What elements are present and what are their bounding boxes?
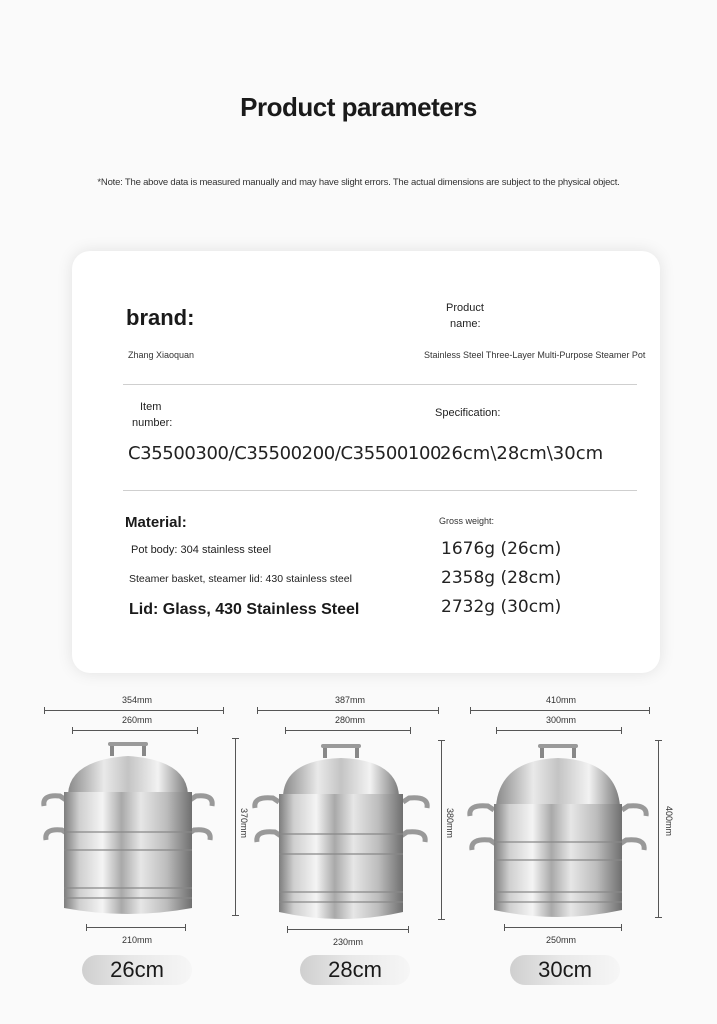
size-badge: 30cm — [510, 955, 620, 985]
size-badge: 28cm — [300, 955, 410, 985]
gross-weight-value: 1676g (26cm) — [441, 539, 562, 559]
base-width-label: 230mm — [332, 937, 363, 947]
material-line: Pot body: 304 stainless steel — [131, 544, 272, 556]
material-line: Steamer basket, steamer lid: 430 stainless steel — [129, 573, 352, 585]
height-line — [441, 740, 442, 920]
lid-width-line — [496, 730, 622, 731]
divider — [123, 490, 637, 491]
steamer-pot-image — [466, 740, 656, 928]
outer-width-label: 387mm — [334, 695, 365, 705]
lid-width-label: 260mm — [121, 715, 152, 725]
page-title: Product parameters — [240, 92, 477, 122]
gross-weight-value: 2358g (28cm) — [441, 568, 562, 588]
specification-value: 26cm\28cm\30cm — [440, 443, 604, 464]
outer-width-label: 410mm — [545, 695, 576, 705]
base-width-line — [86, 927, 186, 928]
lid-width-label: 280mm — [334, 715, 365, 725]
base-width-label: 250mm — [545, 935, 576, 945]
base-width-line — [504, 927, 622, 928]
item-number-label-line2: number: — [132, 417, 173, 429]
steamer-pot-image — [40, 738, 230, 923]
specification-label: Specification: — [435, 407, 501, 419]
height-line — [658, 740, 659, 918]
material-label: Material: — [125, 514, 187, 531]
outer-width-line — [470, 710, 650, 711]
product-name-label — [446, 300, 484, 332]
item-number-label-line1: Item — [140, 401, 162, 413]
height-label: 370mm — [239, 808, 249, 839]
material-line: Lid: Glass, 430 Stainless Steel — [129, 601, 360, 618]
divider — [123, 384, 637, 385]
pot-30cm — [462, 690, 692, 990]
height-line — [235, 738, 236, 916]
product-name-value: Stainless Steel Three-Layer Multi-Purpose Steamer Pot — [424, 350, 646, 360]
base-width-label: 210mm — [121, 935, 152, 945]
gross-weight-value: 2732g (30cm) — [441, 597, 562, 617]
lid-width-line — [285, 730, 411, 731]
product-name-label-line1: Product — [446, 302, 484, 314]
item-number-label — [132, 399, 172, 431]
gross-weight-label: Gross weight: — [439, 516, 495, 526]
measurement-note: *Note: The above data is measured manually and may have slight errors. The actual dimensions are subject to the physical object. — [97, 177, 620, 188]
outer-width-line — [257, 710, 439, 711]
outer-width-line — [44, 710, 224, 711]
brand-value: Zhang Xiaoquan — [128, 350, 195, 360]
lid-width-label: 300mm — [545, 715, 576, 725]
brand-label: brand: — [126, 305, 195, 330]
parameters-card — [72, 251, 660, 673]
height-label: 380mm — [445, 808, 455, 839]
height-label: 400mm — [664, 806, 674, 837]
product-name-label-line2: name: — [450, 318, 481, 330]
outer-width-label: 354mm — [121, 695, 152, 705]
pot-26cm — [30, 690, 260, 990]
lid-width-line — [72, 730, 198, 731]
item-number-value: C35500300/C35500200/C35500100 — [128, 443, 442, 464]
steamer-pot-image — [251, 740, 441, 928]
base-width-line — [287, 929, 409, 930]
size-badge: 26cm — [82, 955, 192, 985]
pot-28cm — [245, 690, 475, 990]
